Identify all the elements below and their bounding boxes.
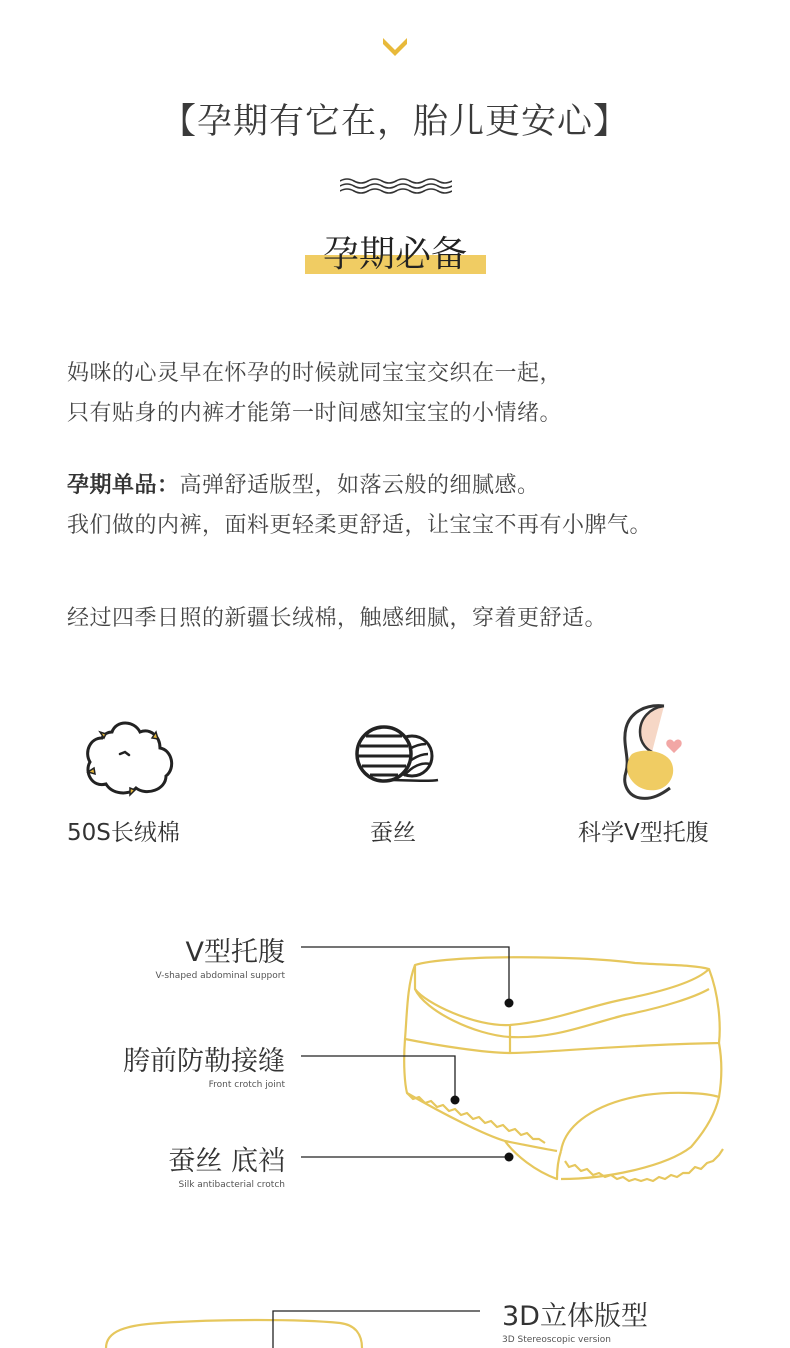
- callout-front-joint: [123, 1039, 285, 1090]
- wave-divider: [340, 176, 452, 194]
- chevron-down-icon: [381, 34, 409, 58]
- cotton-icon: [80, 708, 176, 798]
- callout-v-support-subtitle: V-shaped abdominal support: [155, 971, 285, 981]
- section-title: 孕期必备: [322, 234, 467, 275]
- cotton-description: 经过四季日照的新疆长绒棉，触感细腻，穿着更舒适。: [67, 606, 608, 631]
- callout-v-support-title: V型托腹: [185, 937, 285, 968]
- pregnant-woman-icon: [612, 702, 690, 802]
- single-item-line-2: 我们做的内裤，面料更轻柔更舒适，让宝宝不再有小脾气。: [67, 513, 653, 538]
- feature-label-silk: 蚕丝: [370, 820, 416, 846]
- intro-line-1: 妈咪的心灵早在怀孕的时候就同宝宝交织在一起，: [67, 361, 563, 386]
- single-item-label: 孕期单品：: [67, 473, 180, 498]
- underwear-illustration: [295, 935, 735, 1195]
- callout-3d-title: 3D立体版型: [502, 1301, 648, 1332]
- callout-front-joint-subtitle: Front crotch joint: [208, 1080, 285, 1090]
- single-item-text: 高弹舒适版型，如落云般的细腻感。: [179, 473, 540, 498]
- intro-line-2: 只有贴身的内裤才能第一时间感知宝宝的小情绪。: [67, 401, 563, 426]
- feature-label-cotton: 50S长绒棉: [67, 820, 180, 846]
- underwear-illustration-bottom: [100, 1305, 490, 1348]
- callout-silk-crotch-subtitle: Silk antibacterial crotch: [178, 1180, 285, 1190]
- callout-3d-subtitle: 3D Stereoscopic version: [502, 1335, 611, 1345]
- single-item-line: [67, 468, 540, 499]
- headline: 【孕期有它在，胎儿更安心】: [160, 102, 629, 142]
- silk-yarn-icon: [352, 718, 440, 788]
- callout-v-support: [156, 930, 285, 981]
- callout-silk-crotch-title: 蚕丝 底裆: [168, 1146, 285, 1177]
- callout-front-joint-title: 胯前防勒接缝: [123, 1046, 285, 1077]
- feature-label-v-support: 科学V型托腹: [578, 820, 709, 846]
- callout-silk-crotch: [168, 1139, 285, 1190]
- callout-3d: [502, 1294, 648, 1345]
